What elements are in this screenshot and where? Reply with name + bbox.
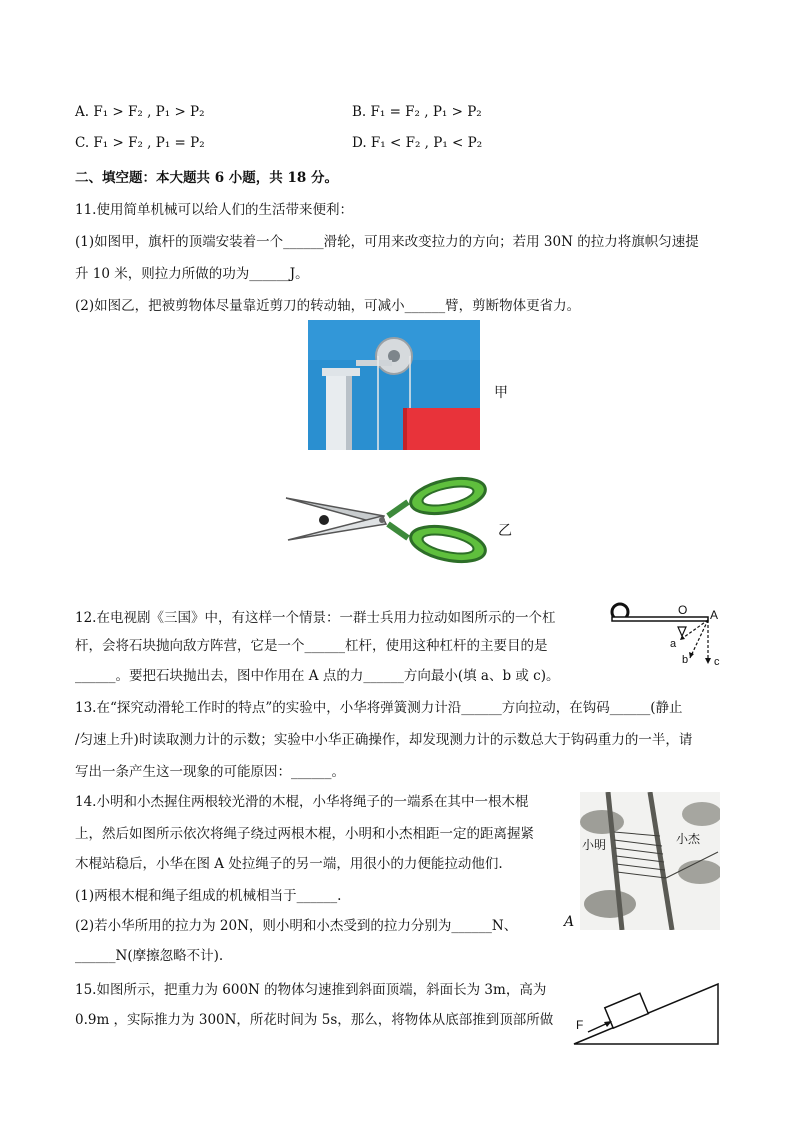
- lever-label-b-arrow: b: [682, 654, 689, 666]
- q11-part1-line2: 升 10 米，则拉力所做的功为______J。: [75, 266, 309, 282]
- q14-part2-line1: (2)若小华所用的拉力为 20N，则小明和小杰受到的拉力分别为______N、: [75, 918, 518, 934]
- q11-part1-line1: (1)如图甲，旗杆的顶端安装着一个______滑轮，可用来改变拉力的方向；若用 30N 的拉力将旗帜匀速提: [75, 234, 699, 250]
- section-heading: 二、填空题：本大题共 6 小题，共 18 分。: [75, 170, 338, 186]
- incline-label-f: F: [576, 1018, 584, 1032]
- q14-line2: 上，然后如图所示依次将绳子绕过两根木棍，小明和小杰相距一定的距离握紧: [75, 826, 534, 842]
- lever-label-c-arrow: c: [714, 656, 720, 668]
- q11-part2: (2)如图乙，把被剪物体尽量靠近剪刀的转动轴，可减小______臂，剪断物体更省力。: [75, 298, 581, 314]
- option-a: A. F₁ > F₂ , P₁ > P₂: [75, 104, 205, 120]
- lever-label-o: O: [678, 603, 688, 617]
- q11-stem: 11.使用简单机械可以给人们的生活带来便利：: [75, 202, 353, 218]
- q13-line1: 13.在“探究动滑轮工作时的特点”的实验中，小华将弹簧测力计沿______方向拉动，在钩码______(静止: [75, 700, 683, 716]
- lever-label-a-arrow: a: [670, 638, 677, 650]
- q13-line2: /匀速上升)时读取测力计的示数；实验中小华正确操作，却发现测力计的示数总大于钩码重力的一半，请: [75, 732, 693, 748]
- option-d: D. F₁ < F₂ , P₁ < P₂: [352, 135, 483, 151]
- q14-line1: 14.小明和小杰握住两根较光滑的木棍，小华将绳子的一端系在其中一根木棍: [75, 794, 529, 810]
- incline-figure: [570, 976, 722, 1048]
- sticks-label-xiaojie: 小杰: [676, 832, 701, 846]
- scissors-figure: [284, 476, 490, 564]
- sticks-label-xiaoming: 小明: [582, 838, 607, 852]
- q15-line2: 0.9m ，实际推力为 300N，所花时间为 5s，那么，将物体从底部推到顶部所做: [75, 1012, 554, 1028]
- sticks-rope-figure: [580, 792, 720, 930]
- option-c: C. F₁ > F₂ , P₁ = P₂: [75, 135, 205, 151]
- sticks-label-a: A: [564, 914, 575, 930]
- figure-jia-label: 甲: [494, 385, 508, 401]
- lever-label-a-point: A: [710, 608, 719, 622]
- flagpole-pulley-figure: [308, 320, 480, 450]
- q14-part1: (1)两根木棍和绳子组成的机械相当于______.: [75, 888, 342, 904]
- q12-line2: 杆，会将石块抛向敌方阵营，它是一个______杠杆，使用这种杠杆的主要目的是: [75, 638, 548, 654]
- q14-line3: 木棍站稳后，小华在图 A 处拉绳子的另一端，用很小的力便能拉动他们.: [75, 856, 503, 872]
- figure-yi-label: 乙: [498, 523, 512, 539]
- q15-line1: 15.如图所示，把重力为 600N 的物体匀速推到斜面顶端，斜面长为 3m，高为: [75, 982, 547, 998]
- option-b: B. F₁ = F₂ , P₁ > P₂: [352, 104, 482, 120]
- q14-part2-line2: ______N(摩擦忽略不计).: [75, 948, 224, 964]
- lever-figure: [608, 600, 734, 672]
- q12-line3: ______。要把石块抛出去，图中作用在 A 点的力______方向最小(填 a、b 或 c)。: [75, 668, 560, 684]
- q12-line1: 12.在电视剧《三国》中，有这样一个情景：一群士兵用力拉动如图所示的一个杠: [75, 610, 556, 626]
- q13-line3: 写出一条产生这一现象的可能原因：______。: [75, 764, 345, 780]
